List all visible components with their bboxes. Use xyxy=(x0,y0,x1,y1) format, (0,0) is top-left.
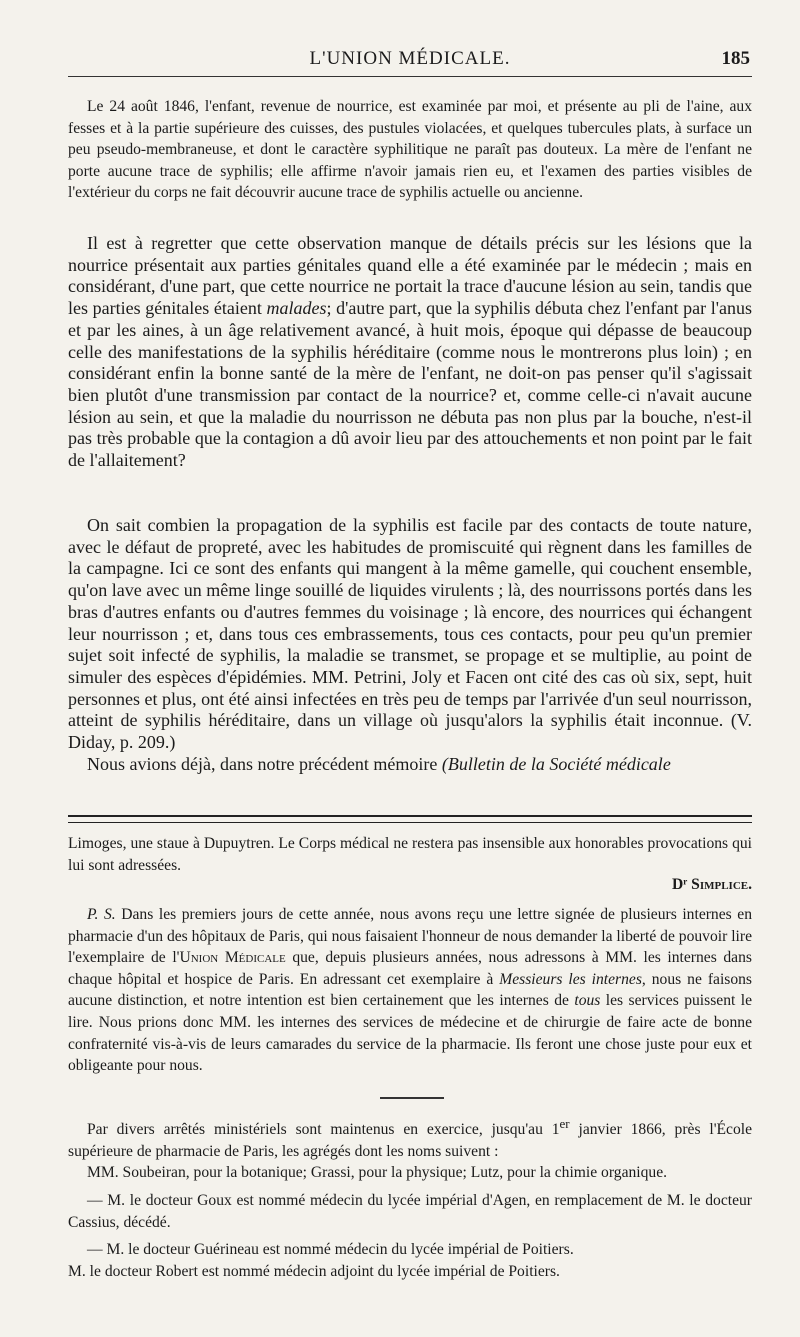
announcement-goux: — M. le docteur Goux est nommé médecin du lycée impérial d'Agen, en remplacement de M. le docteur Cassius, décédé. xyxy=(68,1191,752,1231)
announcement-names: MM. Soubeiran, pour la botanique; Grassi, pour la physique; Lutz, pour la chimie organique. xyxy=(87,1164,668,1182)
announcement-text: Par divers arrêtés ministériels sont maintenus en exercice, jusqu'au 1 xyxy=(87,1121,560,1139)
emphasis-text: tous xyxy=(574,992,601,1010)
propagation-paragraph: On sait combien la propagation de la syphilis est facile par des contacts de toute nature, avec le défaut de propreté, avec les habitudes de promiscuité qui règnent dans les familles de la campagne. Ici ce sont des enfants qui mangent à la même gamelle, qui couchent ensemble, qu'on lave avec un même linge souillé de liquides virulents ; là, des nourrissons portés dans les bras d'autres enfants ou d'autres femmes du voisinage ; là encore, des nourrices qui échangent leur nourrisson ; et, dans tous ces embrassements, tous ces contacts, pour peu qu'un premier sujet soit infecté de syphilis, la maladie se transmet, se propage et se multiplie, au point de simuler des espèces d'épidémies. MM. Petrini, Joly et Facen ont cité des cas où six, sept, huit personnes et plus, ont été ainsi infectées en très peu de temps par l'arrivée d'un seul nourrisson, atteint de syphilis héréditaire, dans un village où jusqu'alors la syphilis était inconnue. (V. Diday, p. 209.) xyxy=(68,515,752,753)
page-number: 185 xyxy=(721,48,750,69)
observation-section xyxy=(68,96,752,204)
postscript-label: P. S. xyxy=(87,906,116,923)
discussion-text: Il est à regretter que cette observation manque de détails précis sur les lésions que la nourrice présentait aux parties génitales quand elle a été examinée par le médecin ; mais en considérant, d'une part, que cette nourrice ne portait la trace d'aucune lésion au sein, tandis que les parties génitales étaient xyxy=(68,233,752,319)
announcement-guerineau: — M. le docteur Guérineau est nommé médecin du lycée impérial de Poitiers. xyxy=(87,1241,574,1259)
postscript-text: les services puissent le lire. Nous prions donc MM. les internes des services de médecine et de chirurgie de faire acte de bonne confraternité vis-à-vis de leurs camarades du service de la pharmacie. Ils feront une chose juste pour eux et obligeante pour nous. xyxy=(68,992,752,1075)
memoir-citation: (Bulletin de la Société médicale xyxy=(441,753,671,774)
announcement-text: janvier 1866, près l'École supérieure de pharmacie de Paris, les agrégés dont les noms suivent : xyxy=(68,1121,753,1160)
feuilleton-paragraph: Limoges, une staue à Dupuytren. Le Corps médical ne restera pas insensible aux honorables provocations qui lui sont adressées. xyxy=(68,835,752,874)
section-double-rule xyxy=(68,815,752,823)
discussion-section xyxy=(68,233,752,472)
emphasis-text: Messieurs les internes xyxy=(499,970,642,988)
postscript-text: que, depuis plusieurs années, nous adressons à MM. les internes dans chaque hôpital et hospice de Paris. En adressant cet exemplaire à xyxy=(68,949,752,988)
observation-paragraph: Le 24 août 1846, l'enfant, revenue de nourrice, est examinée par moi, et présente au pli de l'aine, aux fesses et à la partie supérieure des cuisses, des pustules violacées, et quelques tubercules plats, à surface un peu pseudo-membraneuse, et dont le caractère syphilitique ne paraît pas douteux. La mère de l'enfant ne porte aucune trace de syphilis; elle affirme n'avoir jamais rien eu, et l'examen des parties visibles de l'extérieur du corps ne fait découvrir aucune trace de syphilis actuelle ou ancienne. xyxy=(68,98,752,202)
journal-name: Union Médicale xyxy=(179,949,286,967)
discussion-text: ; d'autre part, que la syphilis débuta chez l'enfant par l'anus et par les aines, à un âge relativement avancé, à huit mois, époque qui dépasse de beaucoup celle des manifestations de la syphilis héréditaire (comme nous le montrerons plus loin) ; en considérant enfin la bonne santé de la mère de l'enfant, ne doit-on pas penser qu'il s'agissait bien plutôt d'une transmission par contact de la nourrice? et, comme celle-ci n'avait aucune lésion au sein, et que la maladie du nourrisson ne débuta pas non plus par la bouche, n'est-il pas très probable que la contagion a dû avoir lieu par des attouchements et non point par le fait de l'allaitement? xyxy=(68,298,752,471)
postscript-section xyxy=(68,904,752,1077)
postscript-paragraph xyxy=(68,904,752,1077)
ordinal-superscript: er xyxy=(559,1116,570,1131)
emphasis-text: malades xyxy=(266,298,327,319)
announcement-paragraph xyxy=(68,1113,752,1162)
feuilleton-section xyxy=(68,833,752,876)
running-title: L'UNION MÉDICALE. xyxy=(309,48,511,69)
announcements-section xyxy=(68,1113,752,1282)
postscript-text: , nous ne faisons aucune distinction, et notre intention est bien certainement que les internes de xyxy=(68,970,753,1010)
propagation-section xyxy=(68,515,752,775)
memoir-paragraph xyxy=(68,754,752,776)
running-head xyxy=(70,46,750,72)
header-rule xyxy=(68,76,752,77)
postscript-text: Dans les premiers jours de cette année, nous avons reçu une lettre signée de plusieurs internes en pharmacie d'un des hôpitaux de Paris, qui nous faisaient l'honneur de nous demander la liberté de pouvoir lire l'exemplaire de l' xyxy=(68,906,753,967)
discussion-paragraph-1 xyxy=(68,233,752,472)
memoir-text: Nous avions déjà, dans notre précédent mémoire xyxy=(87,753,442,774)
signature: Dʳ Simplice. xyxy=(672,876,752,893)
separator-rule xyxy=(380,1097,444,1099)
announcement-robert: M. le docteur Robert est nommé médecin adjoint du lycée impérial de Poitiers. xyxy=(68,1262,560,1280)
